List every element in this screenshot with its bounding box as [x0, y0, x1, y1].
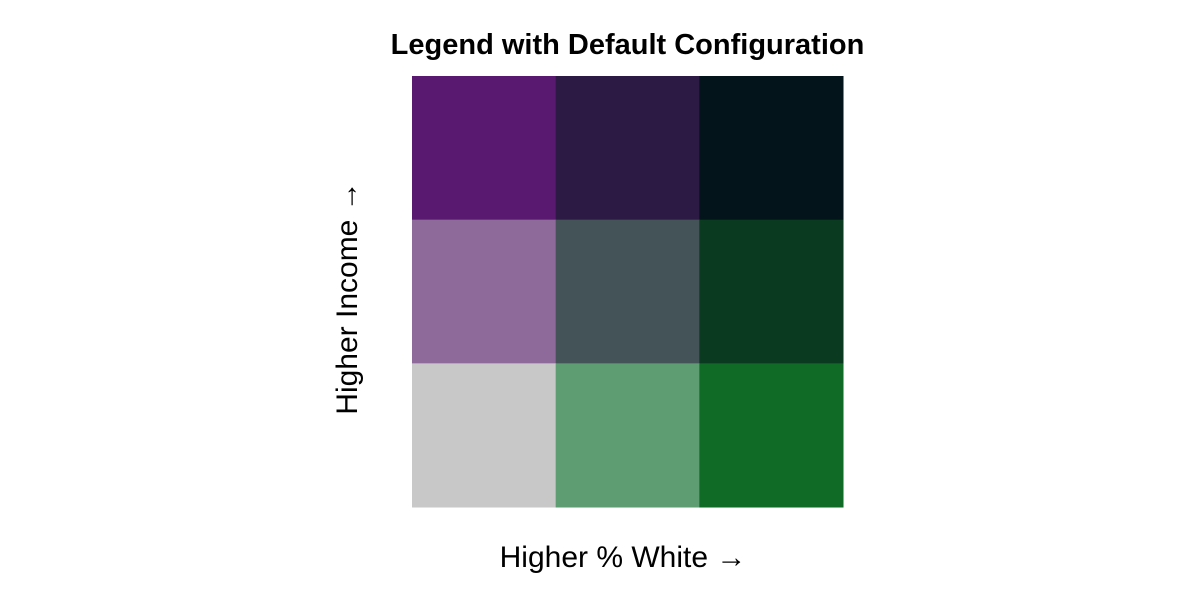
legend-cell-low-white-medium-income: [412, 220, 556, 364]
legend-cell-medium-white-medium-income: [556, 220, 700, 364]
legend-cell-medium-white-high-income: [556, 76, 700, 220]
legend-cell-medium-white-low-income: [556, 363, 700, 507]
legend-cell-high-white-low-income: [699, 363, 843, 507]
chart-title: Legend with Default Configuration: [390, 29, 865, 61]
x-axis-label: Higher % White →: [499, 541, 747, 574]
y-axis-label: Higher Income →: [331, 181, 364, 415]
legend-cell-low-white-high-income: [412, 76, 556, 220]
legend-cell-high-white-high-income: [699, 76, 843, 220]
legend-cell-high-white-medium-income: [699, 220, 843, 364]
legend-cell-low-white-low-income: [412, 363, 556, 507]
